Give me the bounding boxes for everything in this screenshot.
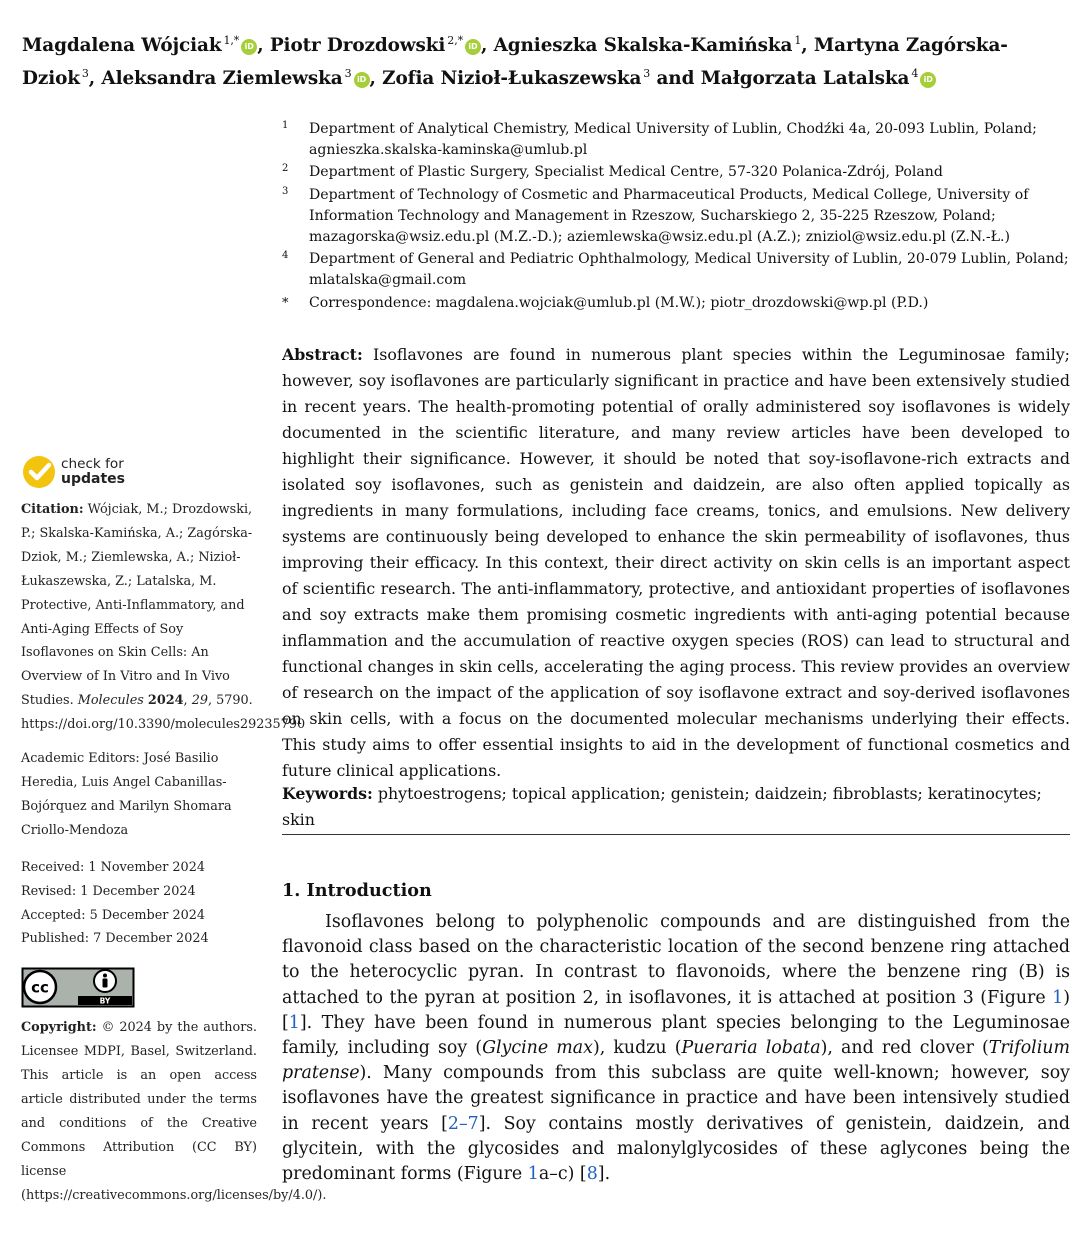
text-segment: ). Many compounds from this subclass are quite well-known; however, soy isoflavones have the greatest significance in practice and have been intensively studied in recent years [ xyxy=(282,1063,1070,1134)
copyright-notice xyxy=(21,1016,327,1207)
author-name: Zofia Nizioł-Łukaszewska xyxy=(382,68,642,89)
abstract-label: Abstract: xyxy=(282,345,363,364)
correspondence-text: Correspondence: magdalena.wojciak@umlub.pl (M.W.); piotr_drozdowski@wp.pl (P.D.) xyxy=(309,294,929,311)
text-segment: Isoflavones belong to polyphenolic compounds and are distinguished from the flavonoid class based on the characteristic location of the second benzene ring attached to the heterocyclic pyran. In contrast to flavonoids, where the benzene ring (B) is attached to the pyran at position 2, in isoflavones, it is attached at position 3 (Figure xyxy=(282,912,1070,1008)
author-separator: , xyxy=(801,35,814,56)
author-separator: and xyxy=(650,68,701,89)
academic-editors: Academic Editors: José Basilio Heredia, Luis Angel Cabanillas-Bojórquez and Marilyn Shomara Criollo-Mendoza xyxy=(21,751,232,838)
copyright-text: © 2024 by the authors. Licensee MDPI, Basel, Switzerland. This article is an open access article distributed under the terms and conditions of the Creative Commons Attribution (CC BY) license (https://creativecommons.org/licenses/by/4.0/). xyxy=(21,1020,327,1203)
author-separator: , xyxy=(369,68,383,89)
revised-date: Revised: 1 December 2024 xyxy=(21,883,196,899)
author-name: Magdalena Wójciak xyxy=(22,35,222,56)
author-affiliation-mark: 2,* xyxy=(447,34,463,47)
keywords-label: Keywords: xyxy=(282,784,373,803)
affiliation-3: 3 Department of Technology of Cosmetic and Pharmaceutical Products, Medical College, University of Information Technology and Management in Rzeszow, Sucharskiego 2, 35-225 Rzeszow, Poland; mazagorska@wsiz.edu.pl (M.Z.-D.); aziemlewska@wsiz.edu.pl (A.Z.); zniziol@wsiz.edu.pl (Z.N.-Ł.) xyxy=(282,185,1029,246)
orcid-icon[interactable]: iD xyxy=(465,39,481,55)
author-name: Aleksandra Ziemlewska xyxy=(101,68,343,89)
text-segment: ), kudzu ( xyxy=(592,1038,682,1059)
author-affiliation-mark: 4 xyxy=(911,67,919,80)
reference-link[interactable]: 1 xyxy=(288,1012,300,1033)
text-segment: ]. Soy contains mostly derivatives of genistein, daidzein, and glycitein, with the glycosides and malonylglycosides of these aglycones being the predominant forms (Figure xyxy=(282,1113,1070,1185)
affiliations xyxy=(282,119,1072,315)
text-segment: , 5790. https://doi.org/10.3390/molecules29235790 xyxy=(21,693,306,733)
author-name: Martyna Zagórska-Dziok xyxy=(22,35,1008,89)
correspondence: * Correspondence: magdalena.wojciak@umlub.pl (M.W.); piotr_drozdowski@wp.pl (P.D.) xyxy=(282,294,929,311)
author-separator: , xyxy=(481,35,494,56)
check-for-label: check for xyxy=(61,456,124,472)
orcid-icon[interactable]: iD xyxy=(241,39,257,55)
accepted-date: Accepted: 5 December 2024 xyxy=(21,907,206,923)
article-sidebar xyxy=(21,498,327,1208)
reference-link[interactable]: 8 xyxy=(586,1164,598,1185)
italic-text: 29 xyxy=(191,693,208,709)
cc-by-license-badge[interactable] xyxy=(21,967,135,1008)
check-for-updates-badge[interactable] xyxy=(22,455,182,491)
author-affiliation-mark: 1 xyxy=(794,34,802,47)
citation xyxy=(21,498,306,737)
reference-link[interactable]: 1 xyxy=(1052,987,1064,1008)
abstract xyxy=(282,342,1070,784)
affiliation-text: Department of Plastic Surgery, Specialist Medical Centre, 57-320 Polanica-Zdrój, Poland xyxy=(309,164,943,181)
text-segment: ) [ xyxy=(282,987,1070,1033)
introduction-body xyxy=(282,910,1070,1187)
cc-glyph: cc xyxy=(31,978,49,997)
article-dates xyxy=(21,856,257,952)
affiliation-4: 4 Department of General and Pediatric Ophthalmology, Medical University of Lublin, 20-079 Lublin, Poland; mlatalska@gmail.com xyxy=(282,250,1069,289)
affiliation-text: Department of Technology of Cosmetic and Pharmaceutical Products, Medical College, University of Information Technology and Management in Rzeszow, Sucharskiego 2, 35-225 Rzeszow, Poland; mazagorska@wsiz.edu.pl (M.Z.-D.); aziemlewska@wsiz.edu.pl (A.Z.); zniziol@wsiz.edu.pl (Z.N.-Ł.) xyxy=(309,186,1029,246)
author-separator: , xyxy=(257,35,270,56)
italic-text: Glycine max xyxy=(482,1038,593,1059)
author-affiliation-mark: 3 xyxy=(344,67,352,80)
author-affiliation-mark: 3 xyxy=(81,67,89,80)
orcid-icon[interactable]: iD xyxy=(354,72,370,88)
received-date: Received: 1 November 2024 xyxy=(21,859,205,875)
check-for-updates-icon xyxy=(22,455,56,489)
affiliation-2: 2 Department of Plastic Surgery, Specialist Medical Centre, 57-320 Polanica-Zdrój, Poland xyxy=(282,163,943,181)
affiliation-1: 1 Department of Analytical Chemistry, Medical University of Lublin, Chodźki 4a, 20-093 Lublin, Poland; agnieszka.skalska-kaminska@umlub.pl xyxy=(282,120,1037,159)
author-name: Piotr Drozdowski xyxy=(269,35,446,56)
citation-label: Citation: xyxy=(21,502,84,517)
affiliation-text: Department of General and Pediatric Ophthalmology, Medical University of Lublin, 20-079 Lublin, Poland; mlatalska@gmail.com xyxy=(309,251,1069,289)
reference-link[interactable]: 1 xyxy=(527,1164,539,1185)
section-heading: 1. Introduction xyxy=(282,880,432,901)
orcid-icon[interactable]: iD xyxy=(920,72,936,88)
by-label: BY xyxy=(99,996,111,1006)
affiliation-text: Department of Analytical Chemistry, Medical University of Lublin, Chodźki 4a, 20-093 Lublin, Poland; agnieszka.skalska-kaminska@umlub.pl xyxy=(309,121,1037,159)
text-segment: , xyxy=(183,693,192,709)
author-name: Małgorzata Latalska xyxy=(700,68,910,89)
italic-text: Molecules xyxy=(77,693,144,709)
italic-text: Trifolium pratense xyxy=(282,1038,1070,1084)
text-segment: ), and red clover ( xyxy=(820,1038,989,1059)
author-separator: , xyxy=(88,68,102,89)
copyright-label: Copyright: xyxy=(21,1020,97,1036)
abstract-text: Isoflavones are found in numerous plant species within the Leguminosae family; however, soy isoflavones are particularly significant in practice and have been extensively studied in recent years. The health-promoting potential of orally administered soy isoflavones is widely documented in the scientific literature, and many review articles have been developed to highlight their significance. However, it should be noted that soy-isoflavone-rich extracts and isolated soy isoflavones, such as genistein and daidzein, are also often applied topically as ingredients in many formulations, including face creams, tonics, and emulsions. New delivery systems are continuously being developed to enhance the skin permeability of isoflavones, thus improving their efficacy. In this context, their direct activity on skin cells is an important aspect of scientific research. The anti-inflammatory, protective, and antioxidant properties of isoflavones and soy extracts make them promising cosmetic ingredients with anti-aging potential because inflammation and the accumulation of reactive oxygen species (ROS) can lead to structural and functional changes in skin cells, accelerating the aging process. This review provides an overview of research on the impact of the application of soy isoflavone extract and soy-derived isoflavones on skin cells, with a focus on the documented molecular mechanisms underlying their effects. This study aims to offer essential insights to aid in the development of functional cosmetics and future clinical applications. xyxy=(282,345,1070,780)
text-segment: Wójciak, M.; Drozdowski, P.; Skalska-Kamińska, A.; Zagórska-Dziok, M.; Ziemlewska, A.; Nizioł-Łukaszewska, Z.; Latalska, M. Protective, Anti-Inflammatory, and Anti-Aging Effects of Soy Isoflavones on Skin Cells: An Overview of In Vitro and In Vivo Studies. xyxy=(21,502,253,709)
bold-text: 2024 xyxy=(147,693,184,709)
author-name: Agnieszka Skalska-Kamińska xyxy=(493,35,793,56)
italic-text: Pueraria lobata xyxy=(681,1038,821,1059)
text-segment: ]. They have been found in numerous plant species belonging to the Leguminosae family, including soy ( xyxy=(282,1012,1070,1059)
keywords xyxy=(282,781,1070,833)
keywords-text: phytoestrogens; topical application; genistein; daidzein; fibroblasts; keratinocytes; skin xyxy=(282,784,1042,829)
text-segment: ]. xyxy=(597,1164,611,1185)
section-divider xyxy=(282,834,1070,835)
introduction-paragraph xyxy=(282,910,1070,1187)
published-date: Published: 7 December 2024 xyxy=(21,931,209,947)
author-list xyxy=(22,27,1062,93)
author-affiliation-mark: 1,* xyxy=(223,34,240,47)
cc-by-icon xyxy=(21,967,135,1008)
reference-link[interactable]: 2–7 xyxy=(447,1113,479,1134)
updates-label: updates xyxy=(61,471,125,487)
text-segment: a–c) [ xyxy=(538,1164,587,1185)
author-affiliation-mark: 3 xyxy=(643,67,651,80)
